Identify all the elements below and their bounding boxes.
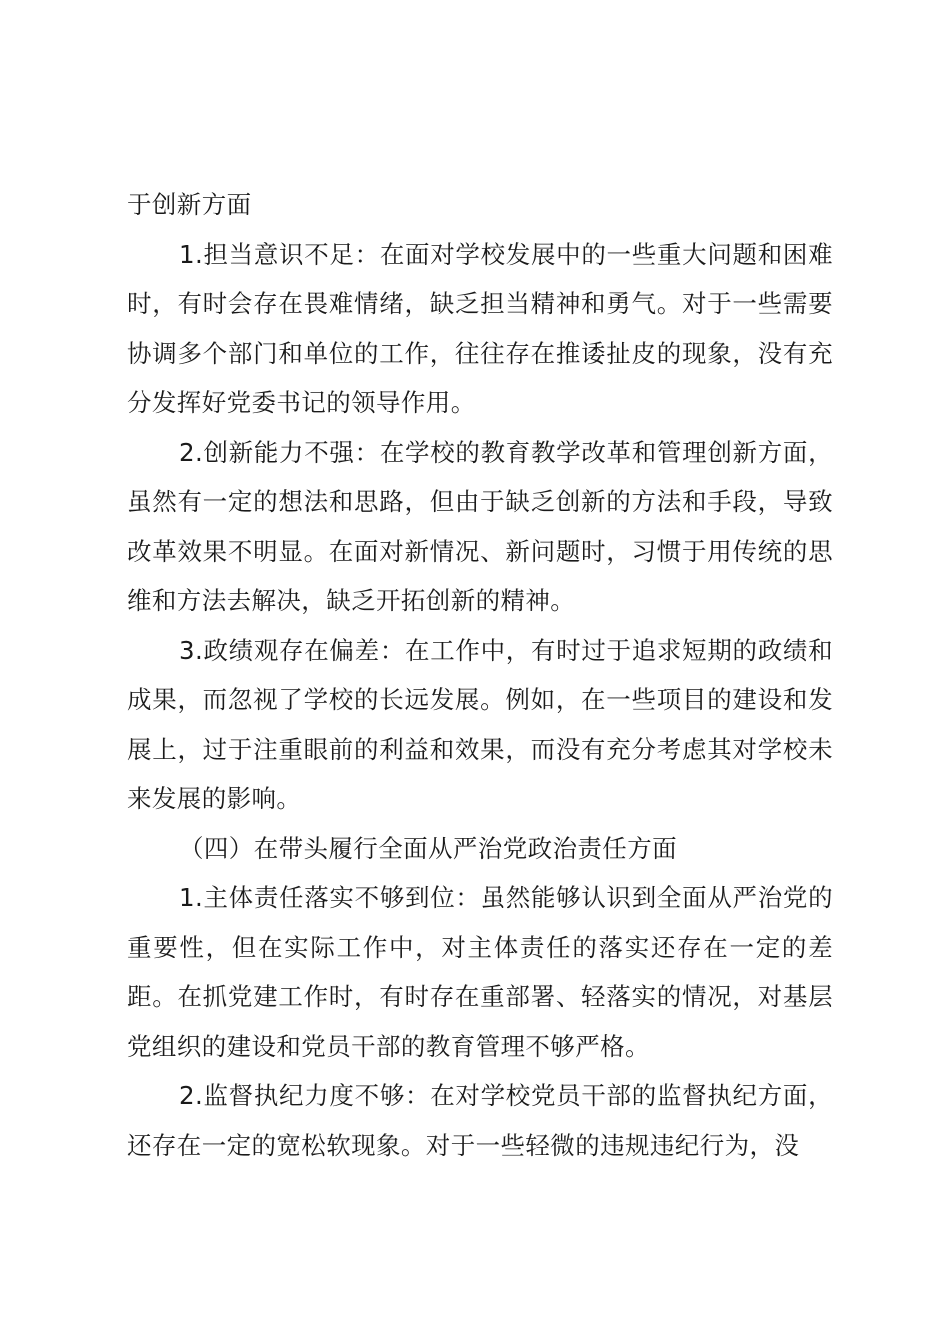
paragraph-item-1-main-responsibility: 1.主体责任落实不够到位：虽然能够认识到全面从严治党的重要性，但在实际工作中，对主体责任的落实还存在一定的差距。在抓党建工作时，有时存在重部署、轻落实的情况，对基层党组织的建设和党员干部的教育管理不够严格。 bbox=[127, 883, 833, 1061]
paragraph-item-2-supervision: 2.监督执纪力度不够：在对学校党员干部的监督执纪方面，还存在一定的宽松软现象。对于一些轻微的违规违纪行为，没 bbox=[127, 1081, 833, 1160]
section-heading-four: （四）在带头履行全面从严治党政治责任方面 bbox=[179, 833, 677, 863]
paragraph-item-1-responsibility: 1.担当意识不足：在面对学校发展中的一些重大问题和困难时，有时会存在畏难情绪，缺乏担当精神和勇气。对于一些需要协调多个部门和单位的工作，往往存在推诿扯皮的现象，没有充分发挥好党委书记的领导作用。 bbox=[127, 239, 833, 417]
paragraph-item-2-innovation: 2.创新能力不强：在学校的教育教学改革和管理创新方面，虽然有一定的想法和思路，但由于缺乏创新的方法和手段，导致改革效果不明显。在面对新情况、新问题时，习惯于用传统的思维和方法去解决，缺乏开拓创新的精神。 bbox=[127, 437, 833, 615]
paragraph-item-3-performance-view: 3.政绩观存在偏差：在工作中，有时过于追求短期的政绩和成果，而忽视了学校的长远发展。例如，在一些项目的建设和发展上，过于注重眼前的利益和效果，而没有充分考虑其对学校未来发展的影响。 bbox=[127, 635, 833, 813]
document-body bbox=[127, 180, 833, 1170]
paragraph-section-continuation: 于创新方面 bbox=[127, 190, 252, 219]
